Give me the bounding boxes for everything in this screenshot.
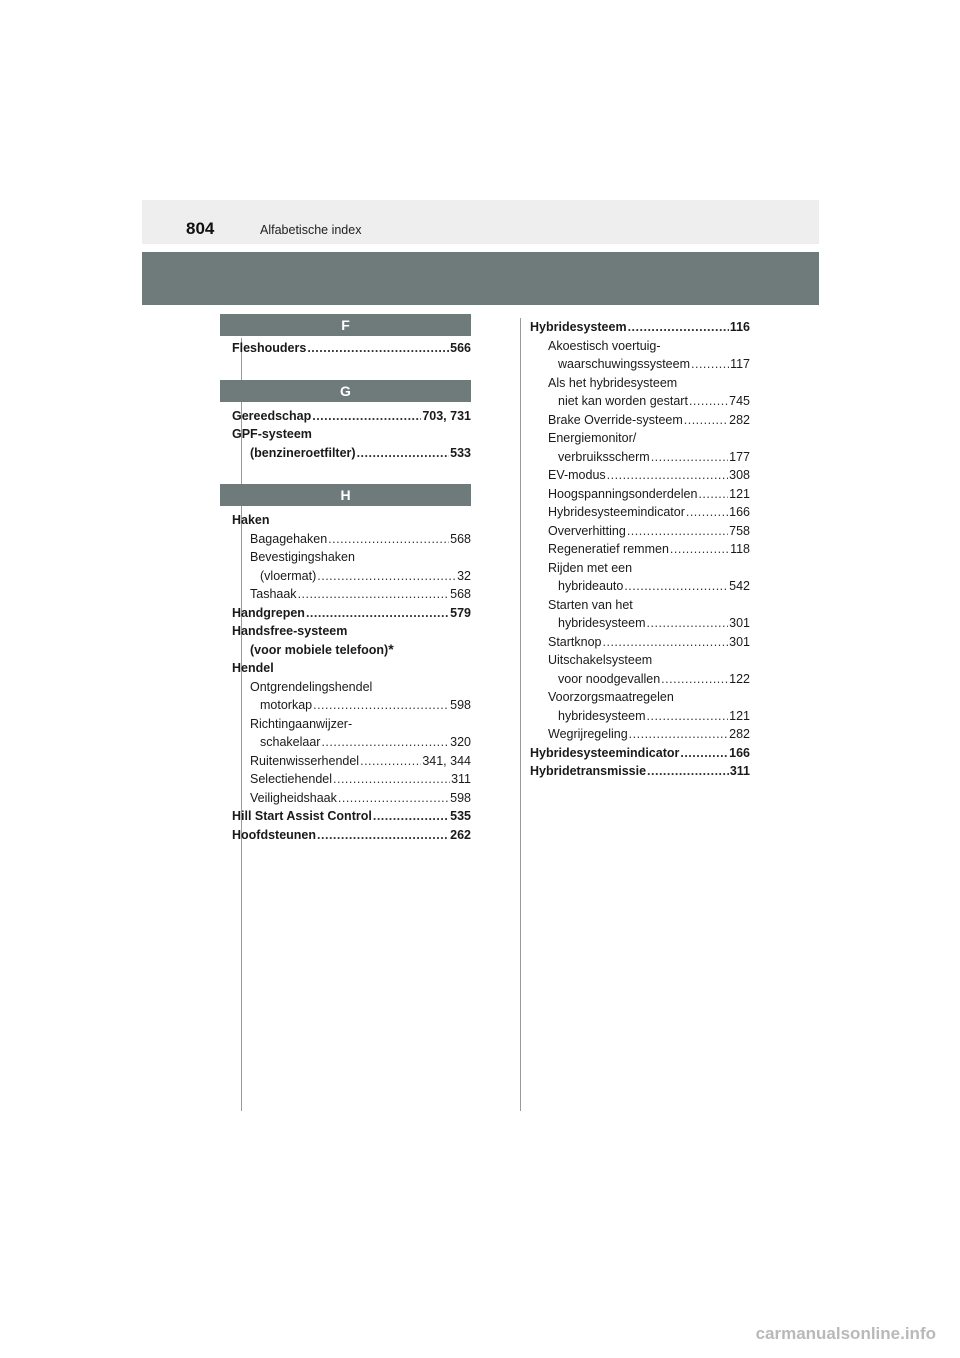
index-entry: [530, 522, 750, 541]
index-entry: [530, 337, 750, 356]
entry-label: Hoofdsteunen: [232, 827, 317, 842]
entry-page: 568: [450, 587, 471, 601]
dot-leader: [313, 696, 449, 715]
index-entry: [232, 407, 471, 426]
section-letter: F: [220, 314, 471, 336]
entry-label: Akoestisch voertuig-: [548, 338, 661, 353]
index-entry: [232, 770, 471, 789]
entry-label: Oververhitting: [548, 523, 626, 538]
dot-leader: [357, 444, 450, 463]
index-entry: [530, 429, 750, 448]
index-entry: [530, 614, 750, 633]
entry-page: 117: [730, 357, 750, 371]
entry-label: (benzineroetfilter): [250, 445, 356, 460]
entry-label: Ontgrendelingshendel: [250, 679, 373, 694]
entry-label: Veiligheidshaak: [250, 790, 337, 805]
entry-page: 32: [457, 568, 471, 583]
dot-leader: [629, 725, 728, 744]
dot-leader: [338, 789, 449, 808]
dot-leader: [624, 577, 728, 596]
header-band: [142, 252, 819, 305]
index-entry: [232, 733, 471, 752]
index-entry: [530, 596, 750, 615]
entry-label: schakelaar: [260, 735, 321, 749]
index-entry: [530, 762, 750, 781]
entry-page: 166: [729, 745, 750, 760]
index-entry: [530, 633, 750, 652]
index-entry: [232, 585, 471, 604]
entry-label: Handsfree-systeem: [232, 624, 348, 638]
entry-label: Uitschakelsysteem: [548, 653, 653, 667]
entry-label: Hybridetransmissie: [530, 764, 647, 778]
entry-label: voor noodgevallen: [558, 671, 661, 686]
entry-page: 301: [729, 616, 750, 630]
section-entries: [220, 511, 471, 844]
entry-label: Haken: [232, 513, 270, 527]
dot-leader: [680, 744, 728, 763]
entry-label: Hybridesysteemindicator: [548, 505, 685, 519]
index-entry: [232, 659, 471, 678]
entry-page: 598: [450, 790, 471, 805]
dot-leader: [651, 448, 728, 467]
dot-leader: [670, 540, 729, 559]
entry-label: Rijden met een: [548, 560, 633, 575]
dot-leader: [317, 826, 449, 845]
dot-leader: [607, 466, 728, 485]
dot-leader: [603, 633, 729, 652]
entry-label: motorkap: [260, 698, 313, 712]
index-entry: [530, 744, 750, 763]
right-column-rule: [520, 318, 521, 1111]
index-entry: [530, 540, 750, 559]
index-entry: [232, 696, 471, 715]
dot-leader: [661, 670, 728, 689]
index-entry: [232, 511, 471, 530]
index-entry: [530, 503, 750, 522]
entry-page: 533: [450, 445, 471, 460]
entry-page: 542: [729, 579, 750, 593]
right-column: [530, 318, 750, 781]
entry-page: 122: [729, 671, 750, 686]
dot-leader: [298, 585, 450, 604]
index-entry: [530, 466, 750, 485]
dot-leader: [691, 355, 729, 374]
entry-label: (vloermat): [260, 568, 317, 583]
entry-page: 121: [729, 708, 750, 723]
entry-label: Wegrijregeling: [548, 727, 628, 741]
entry-label: Hill Start Assist Control: [232, 809, 372, 823]
entry-page: 566: [450, 341, 471, 355]
entry-label: Als het hybridesysteem: [548, 375, 678, 390]
index-entry: [232, 604, 471, 623]
entry-label: Hoogspanningsonderdelen: [548, 486, 698, 501]
entry-label: Startknop: [548, 634, 602, 649]
entry-label: Regeneratief remmen: [548, 542, 669, 556]
entry-page: 311: [451, 772, 471, 786]
page-number: 804: [186, 219, 215, 238]
entry-page: 745: [729, 394, 750, 408]
index-entry: [530, 707, 750, 726]
entry-page: 598: [450, 698, 471, 712]
index-entry: [232, 339, 471, 358]
dot-leader: [627, 522, 728, 541]
entry-page: 166: [729, 505, 750, 519]
index-entry: (voor mobiele telefoon) *: [232, 641, 471, 660]
entry-page: 116: [729, 320, 750, 334]
index-entry: [232, 425, 471, 444]
index-entry: [232, 548, 471, 567]
index-entry: [530, 577, 750, 596]
index-entry: [530, 392, 750, 411]
entry-page: 118: [730, 542, 750, 556]
dot-leader: [647, 614, 729, 633]
entry-label: GPF-systeem: [232, 427, 312, 441]
entry-page: 320: [450, 735, 471, 749]
index-entry: [530, 448, 750, 467]
entry-label: verbruiksscherm: [558, 449, 650, 464]
entry-label: niet kan worden gestart: [558, 394, 688, 408]
dot-leader: [317, 567, 456, 586]
entry-label: Ruitenwisserhendel: [250, 753, 360, 768]
entry-page: 703, 731: [422, 408, 471, 423]
entry-page: 568: [450, 531, 471, 546]
dot-leader: [307, 339, 449, 358]
entry-label: Bagagehaken: [250, 531, 328, 546]
entry-label: Fleshouders: [232, 341, 307, 355]
index-entry: [232, 678, 471, 697]
index-entry: [530, 374, 750, 393]
entry-page: 121: [729, 486, 750, 501]
dot-leader: [686, 503, 728, 522]
left-column: [220, 314, 471, 844]
entry-label: waarschuwingssysteem: [558, 357, 690, 371]
entry-page: 311: [729, 764, 750, 778]
index-entry: [530, 670, 750, 689]
entry-label: Tashaak: [250, 587, 297, 601]
dot-leader: [684, 411, 728, 430]
index-entry: [530, 688, 750, 707]
dot-leader: [647, 762, 729, 781]
entry-label: Handgrepen: [232, 605, 305, 620]
entry-page: 282: [729, 412, 750, 427]
index-entry: [232, 622, 471, 641]
index-entry: [530, 485, 750, 504]
section-letter: H: [220, 484, 471, 506]
index-entry: [232, 530, 471, 549]
section-letter: G: [220, 380, 471, 402]
index-entry: [232, 807, 471, 826]
dot-leader: [333, 770, 450, 789]
entry-label: Richtingaanwijzer-: [250, 716, 353, 731]
entry-label: hybrideauto: [558, 579, 624, 593]
index-entry: [232, 752, 471, 771]
entry-page: 535: [450, 809, 471, 823]
entry-label: Energiemonitor/: [548, 431, 637, 445]
entry-label: Gereedschap: [232, 408, 312, 423]
dot-leader: [312, 407, 421, 426]
entry-page: 758: [729, 523, 750, 538]
section-entries: [220, 339, 471, 358]
section-title: Alfabetische index: [260, 223, 362, 237]
entry-label: Selectiehendel: [250, 772, 333, 786]
index-entry: [232, 789, 471, 808]
dot-leader: [628, 318, 729, 337]
entry-label: (voor mobiele telefoon): [250, 642, 389, 657]
index-entry: [530, 318, 750, 337]
section-entries: [220, 407, 471, 463]
entry-label: Hybridesysteemindicator: [530, 745, 680, 760]
index-entry: [232, 826, 471, 845]
dot-leader: [689, 392, 728, 411]
dot-leader: [306, 604, 449, 623]
index-entry: [530, 651, 750, 670]
dot-leader: [373, 807, 449, 826]
watermark: carmanualsonline.info: [755, 1324, 936, 1343]
entry-label: Hybridesysteem: [530, 320, 627, 334]
index-entry: [530, 355, 750, 374]
entry-label: Hendel: [232, 661, 274, 675]
entry-page: 308: [729, 468, 750, 482]
page-header: [142, 200, 819, 244]
entry-label: Voorzorgsmaatregelen: [548, 690, 674, 704]
entry-label: hybridesysteem: [558, 616, 646, 630]
entry-label: Starten van het: [548, 597, 633, 612]
entry-label: EV-modus: [548, 468, 606, 482]
dot-leader: [360, 752, 421, 771]
dot-leader: [328, 530, 449, 549]
index-entry: [232, 715, 471, 734]
dot-leader: [647, 707, 729, 726]
entry-page: 341, 344: [422, 753, 471, 768]
index-entry: [232, 567, 471, 586]
entry-label: hybridesysteem: [558, 708, 646, 723]
entry-label: Brake Override-systeem: [548, 412, 683, 427]
entry-page: 301: [729, 634, 750, 649]
index-entry: [530, 411, 750, 430]
entry-page: 262: [450, 827, 471, 842]
entry-page: 177: [729, 449, 750, 464]
dot-leader: [321, 733, 449, 752]
entry-page: 282: [729, 727, 750, 741]
dot-leader: [698, 485, 728, 504]
entry-label: Bevestigingshaken: [250, 550, 355, 564]
index-entry: [530, 559, 750, 578]
index-entry: [232, 444, 471, 463]
entry-page: 579: [450, 605, 471, 620]
index-entry: [530, 725, 750, 744]
